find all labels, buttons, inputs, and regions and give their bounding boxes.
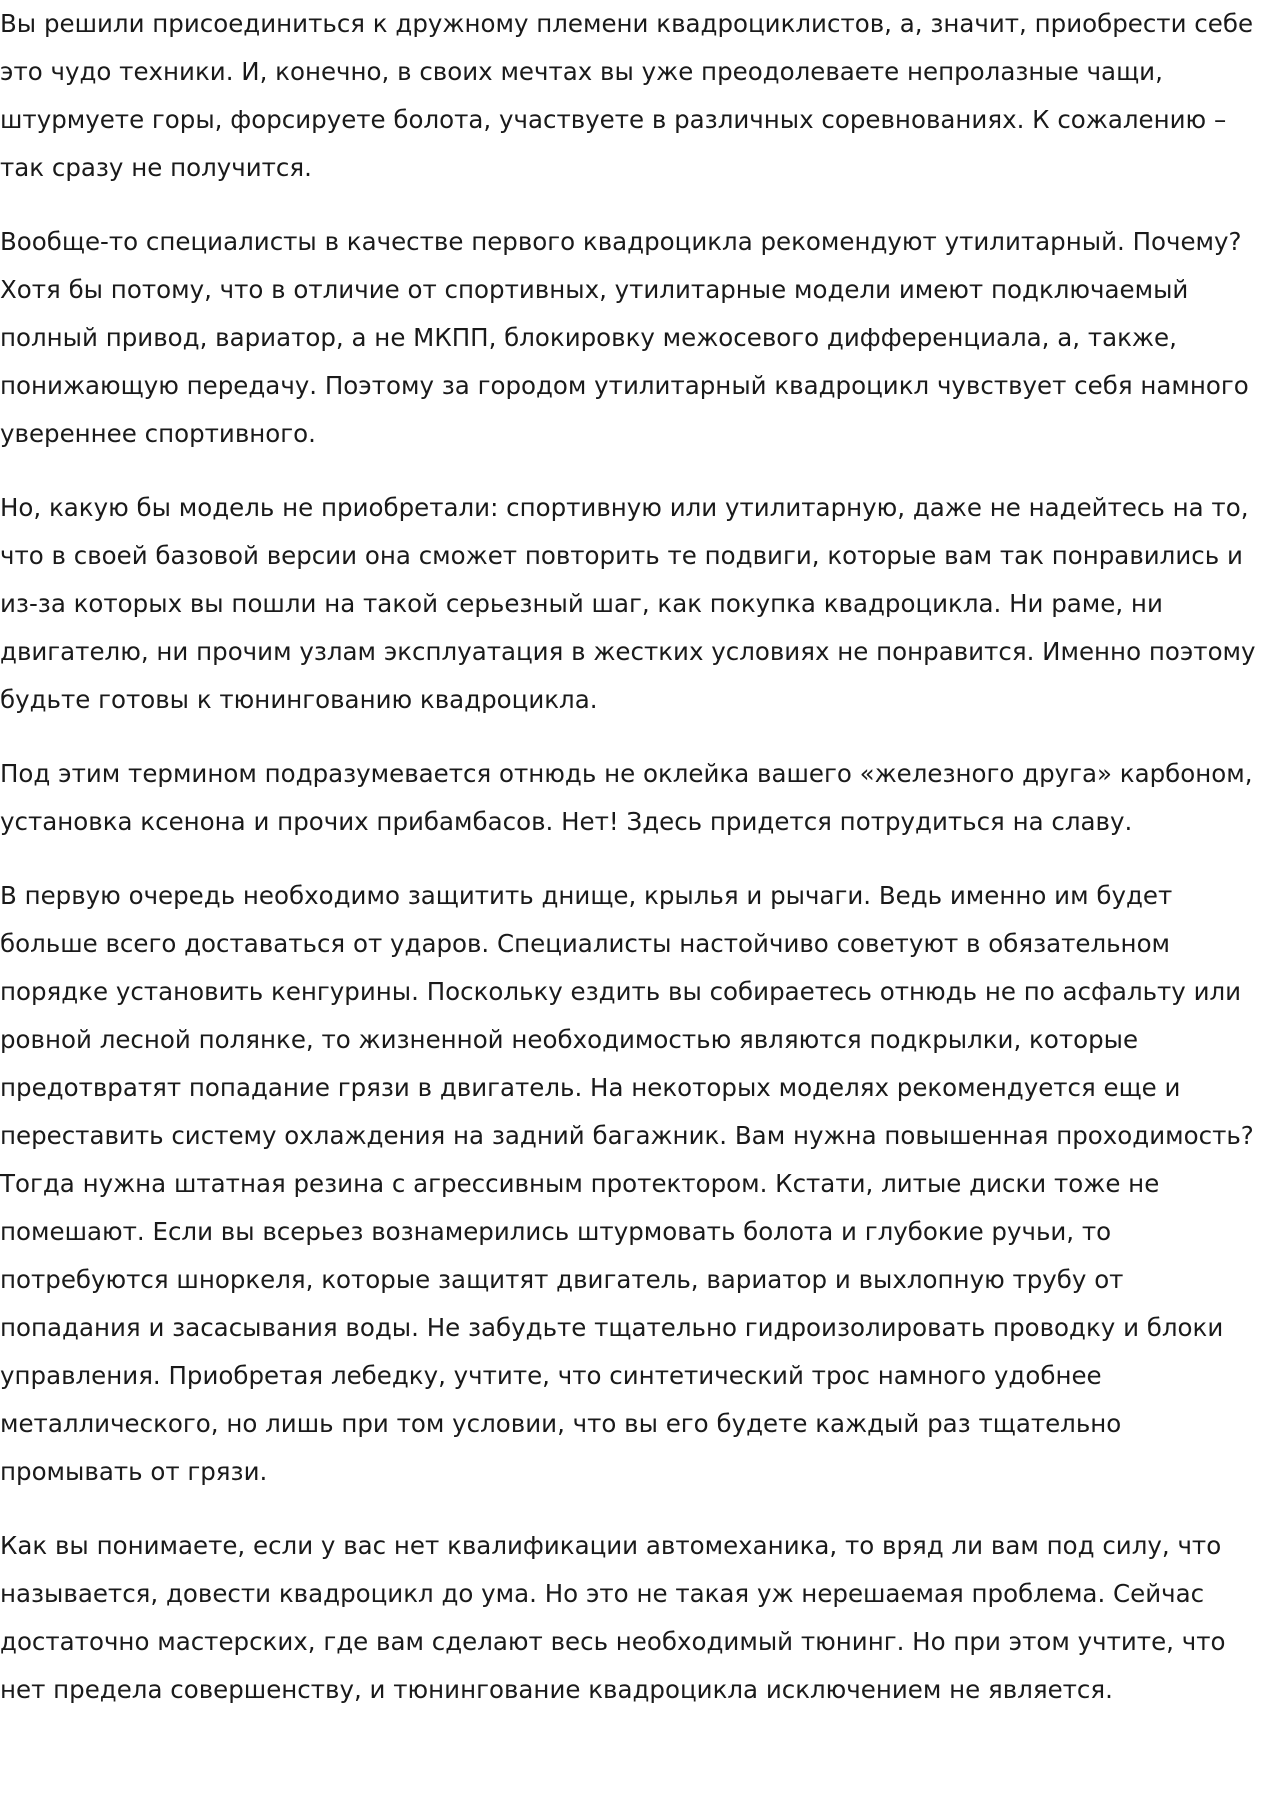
paragraph-tuning-definition: Под этим термином подразумевается отнюдь не оклейка вашего «железного друга» карбоном, установка ксенона и прочих прибамбасов. Нет! Здесь придется потрудиться на славу. bbox=[0, 759, 1253, 836]
paragraph-protection-advice: В первую очередь необходимо защитить днище, крылья и рычаги. Ведь именно им будет больше всего доставаться от ударов. Специалисты настойчиво советуют в обязательном порядке установить кенгурины. Поскольку ездить вы собираетесь отнюдь не по асфальту или ровной лесной полянке, то жизненной необходимостью являются подкрылки, которые предотвратят попадание грязи в двигатель. На некоторых моделях рекомендуется еще и переставить систему охлаждения на задний багажник. Вам нужна повышенная проходимость? Тогда нужна штатная резина с агрессивным протектором. Кстати, литые диски тоже не помешают. Если вы всерьез вознамерились штурмовать болота и глубокие ручьи, то потребуются шноркеля, которые защитят двигатель, вариатор и выхлопную трубу от попадания и засасывания воды. Не забудьте тщательно гидроизолировать проводку и блоки управления. Приобретая лебедку, учтите, что синтетический трос намного удобнее металлического, но лишь при том условии, что вы его будете каждый раз тщательно промывать от грязи. bbox=[0, 881, 1254, 1486]
paragraph-utility-recommendation: Вообще-то специалисты в качестве первого квадроцикла рекомендуют утилитарный. Почему? Хотя бы потому, что в отличие от спортивных, утилитарные модели имеют подключаемый полный привод, вариатор, а не МКПП, блокировку межосевого дифференциала, а, также, понижающую передачу. Поэтому за городом утилитарный квадроцикл чувствует себя намного увереннее спортивного. bbox=[0, 227, 1249, 448]
paragraph-conclusion: Как вы понимаете, если у вас нет квалификации автомеханика, то вряд ли вам под силу, что называется, довести квадроцикл до ума. Но это не такая уж нерешаемая проблема. Сейчас достаточно мастерских, где вам сделают весь необходимый тюнинг. Но при этом учтите, что нет предела совершенству, и тюнингование квадроцикла исключением не является. bbox=[0, 1531, 1226, 1704]
paragraph-base-version-limits: Но, какую бы модель не приобретали: спортивную или утилитарную, даже не надейтесь на то, что в своей базовой версии она сможет повторить те подвиги, которые вам так понравились и из-за которых вы пошли на такой серьезный шаг, как покупка квадроцикла. Ни раме, ни двигателю, ни прочим узлам эксплуатация в жестких условиях не понравится. Именно поэтому будьте готовы к тюнингованию квадроцикла. bbox=[0, 493, 1256, 714]
paragraph-intro: Вы решили присоединиться к дружному племени квадроциклистов, а, значит, приобрести себе это чудо техники. И, конечно, в своих мечтах вы уже преодолеваете непролазные чащи, штурмуете горы, форсируете болота, участвуете в различных соревнованиях. К сожалению – так сразу не получится. bbox=[0, 9, 1254, 182]
